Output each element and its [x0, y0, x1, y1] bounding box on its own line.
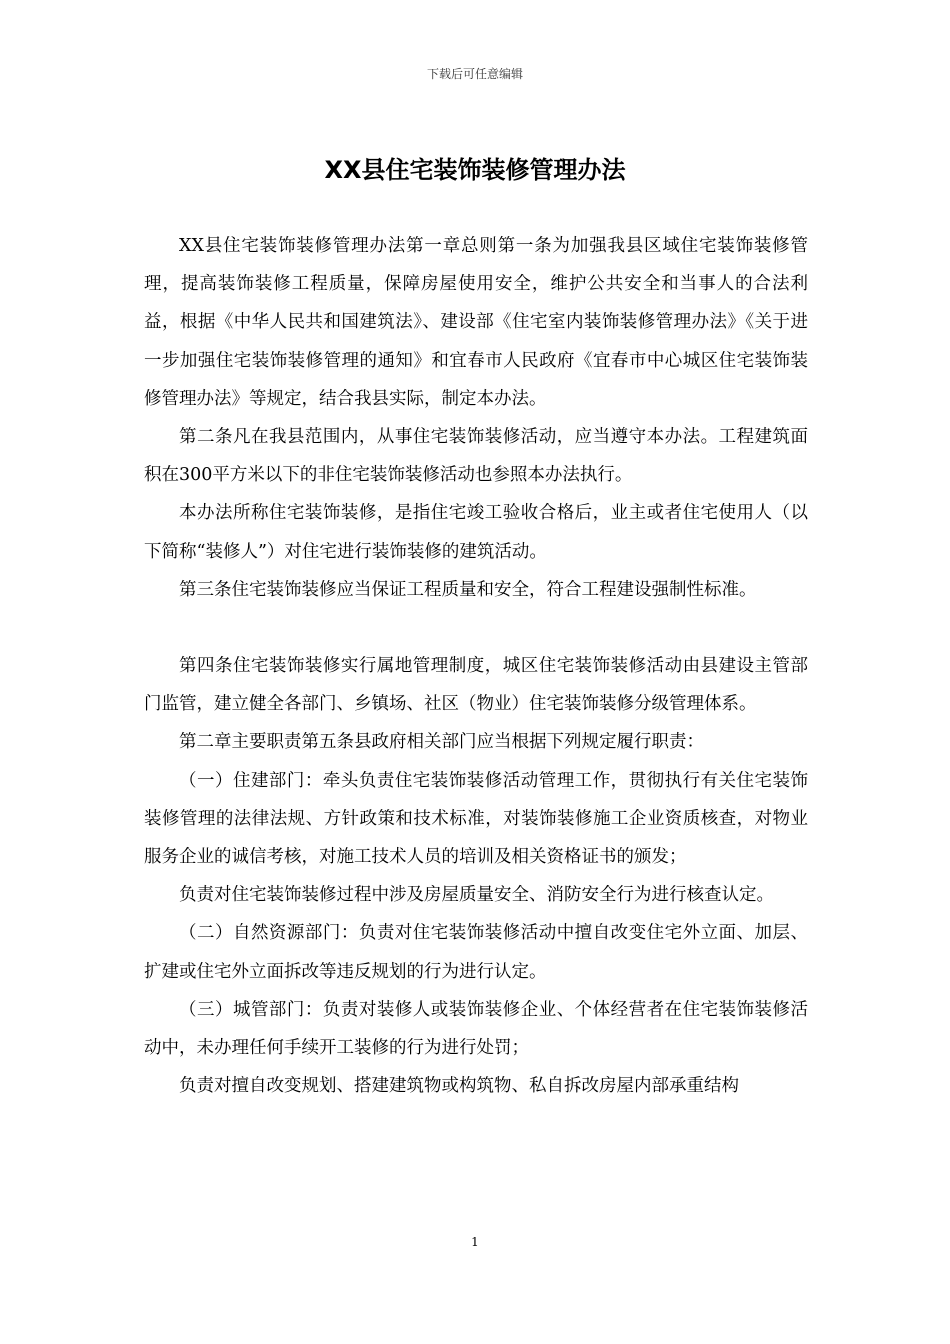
paragraph-article-4: 第四条住宅装饰装修实行属地管理制度，城区住宅装饰装修活动由县建设主管部门监管，建立健全各部门、乡镇场、社区（物业）住宅装饰装修分级管理体系。 — [144, 656, 808, 715]
page-number: 1 — [471, 1235, 479, 1249]
paragraph-chapter-2-article-5: 第二章主要职责第五条县政府相关部门应当根据下列规定履行职责： — [179, 732, 704, 753]
document-body — [144, 227, 808, 1105]
header-note: 下载后可任意编辑 — [426, 67, 523, 81]
paragraph-definition: 本办法所称住宅装饰装修，是指住宅竣工验收合格后，业主或者住宅使用人（以下简称“装修人”）对住宅进行装饰装修的建筑活动。 — [144, 503, 808, 562]
paragraph-article-3: 第三条住宅装饰装修应当保证工程质量和安全，符合工程建设强制性标准。 — [179, 579, 757, 600]
paragraph-item-3-urban-management: （三）城管部门：负责对装修人或装饰装修企业、个体经营者在住宅装饰装修活动中，未办理任何手续开工装修的行为进行处罚； — [144, 999, 808, 1059]
paragraph-article-1: XX县住宅装饰装修管理办法第一章总则第一条为加强我县区域住宅装饰装修管理，提高装饰装修工程质量，保障房屋使用安全，维护公共安全和当事人的合法利益，根据《中华人民共和国建筑法》、建设部《住宅室内装饰装修管理办法》《关于进一步加强住宅装饰装修管理的通知》和宜春市人民政府《宜春市中心城区住宅装饰装修管理办法》等规定，结合我县实际，制定本办法。 — [144, 236, 808, 409]
paragraph-item-1-housing-dept: （一）住建部门：牵头负责住宅装饰装修活动管理工作，贯彻执行有关住宅装饰装修管理的法律法规、方针政策和技术标准，对装饰装修施工企业资质核查，对物业服务企业的诚信考核，对施工技术人员的培训及相关资格证书的颁发； — [144, 770, 808, 868]
paragraph-article-2: 第二条凡在我县范围内，从事住宅装饰装修活动，应当遵守本办法。工程建筑面积在300平方米以下的非住宅装饰装修活动也参照本办法执行。 — [144, 427, 808, 486]
paragraph-item-2-natural-resources: （二）自然资源部门：负责对住宅装饰装修活动中擅自改变住宅外立面、加层、扩建或住宅外立面拆改等违反规划的行为进行认定。 — [144, 923, 808, 982]
document-title: XX县住宅装饰装修管理办法 — [324, 156, 626, 184]
paragraph-item-3-continued: 负责对擅自改变规划、搭建建筑物或构筑物、私自拆改房屋内部承重结构 — [179, 1076, 739, 1097]
paragraph-item-1-continued: 负责对住宅装饰装修过程中涉及房屋质量安全、消防安全行为进行核查认定。 — [179, 885, 774, 906]
